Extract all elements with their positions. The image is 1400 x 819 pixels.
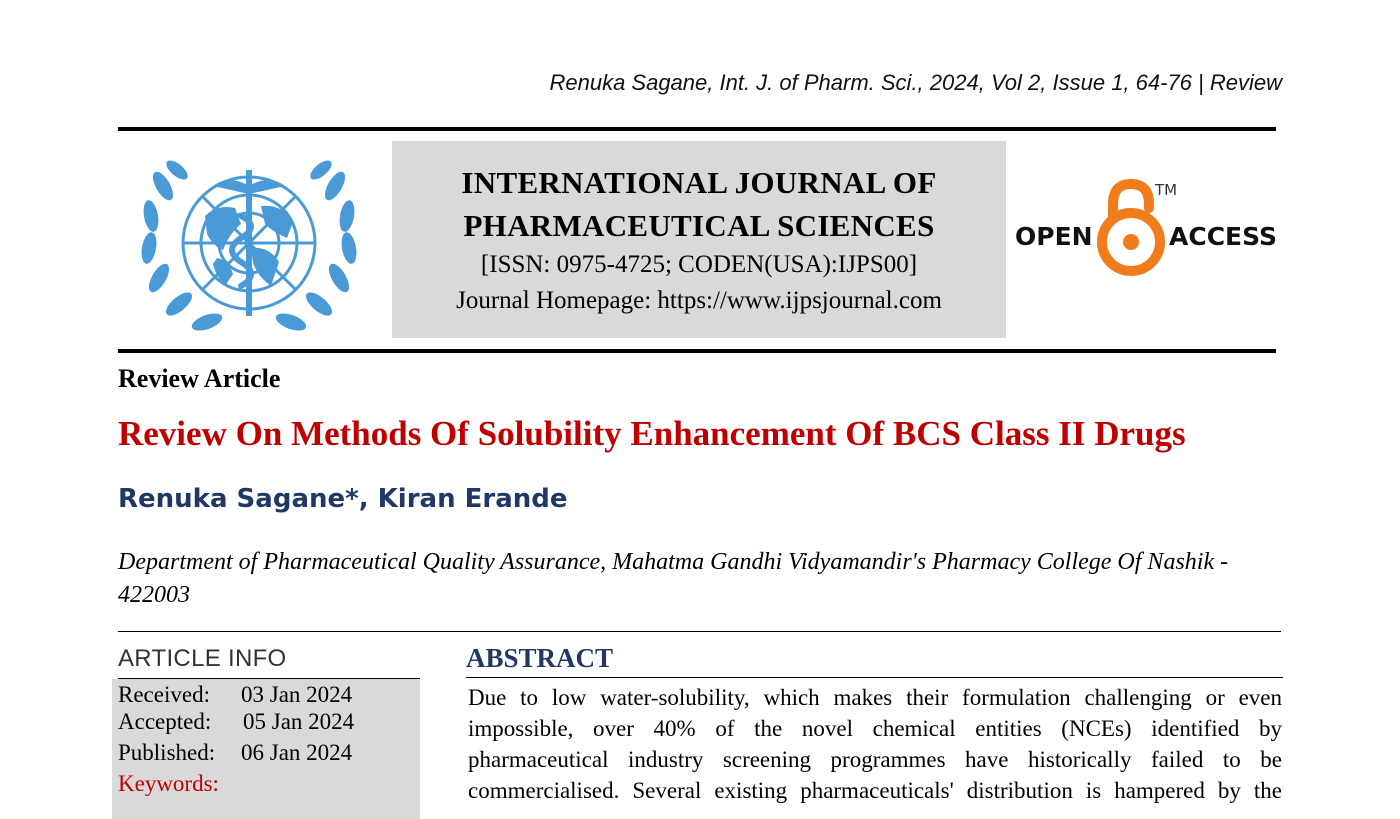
masthead-bottom-rule [118,349,1276,353]
journal-masthead [392,141,1006,338]
accepted-row [118,709,355,735]
running-head: Renuka Sagane, Int. J. of Pharm. Sci., 2024, Vol 2, Issue 1, 64-76 | Review [549,70,1282,95]
open-access-logo [1013,176,1278,280]
author-affiliation: Department of Pharmaceutical Quality Assurance, Mahatma Gandhi Vidyamandir's Pharmacy College Of Nashik - 422003 [118,549,1229,608]
abstract-body [468,682,1282,806]
keywords-label: Keywords: [118,771,219,796]
published-label: Published: [118,740,216,765]
journal-issn: [ISSN: 0975-4725; CODEN(USA):IJPS00] [480,251,918,278]
journal-name-line2: PHARMACEUTICAL SCIENCES [463,208,935,243]
accepted-label: Accepted: [118,709,212,734]
open-access-tm-text: TM [1155,181,1178,199]
received-label: Received: [118,682,210,707]
abstract-line: commercialised. Several existing pharmaceuticals' distribution is hampered by the [468,778,1282,803]
open-lock-icon [1102,184,1160,271]
top-rule [118,127,1276,131]
open-access-access-text: ACCESS [1169,222,1278,251]
published-row [118,740,353,766]
abstract-line: Due to low water-solubility, which makes their formulation challenging or even [468,685,1282,710]
article-title: Review On Methods Of Solubility Enhancement Of BCS Class II Drugs [118,414,1186,453]
abstract-line: pharmaceutical industry screening programmes have historically failed to be [468,747,1282,772]
abstract-rule [466,677,1283,678]
journal-homepage[interactable]: Journal Homepage: https://www.ijpsjournal.com [456,287,942,314]
article-type: Review Article [118,364,281,393]
abstract-line: impossible, over 40% of the novel chemical entities (NCEs) identified by [468,716,1282,741]
accepted-value: 05 Jan 2024 [243,709,355,734]
un-emblem-caduceus-icon [133,146,365,340]
article-info-heading: ARTICLE INFO [118,645,287,672]
received-row [118,682,353,708]
section-divider [118,631,1281,632]
open-access-open-text: OPEN [1015,222,1093,251]
article-info-box [112,679,420,819]
journal-name-line1: INTERNATIONAL JOURNAL OF [461,165,937,200]
published-value: 06 Jan 2024 [241,740,353,765]
received-value: 03 Jan 2024 [241,682,353,707]
article-authors: Renuka Sagane*, Kiran Erande [118,484,568,514]
abstract-heading: ABSTRACT [466,643,614,673]
